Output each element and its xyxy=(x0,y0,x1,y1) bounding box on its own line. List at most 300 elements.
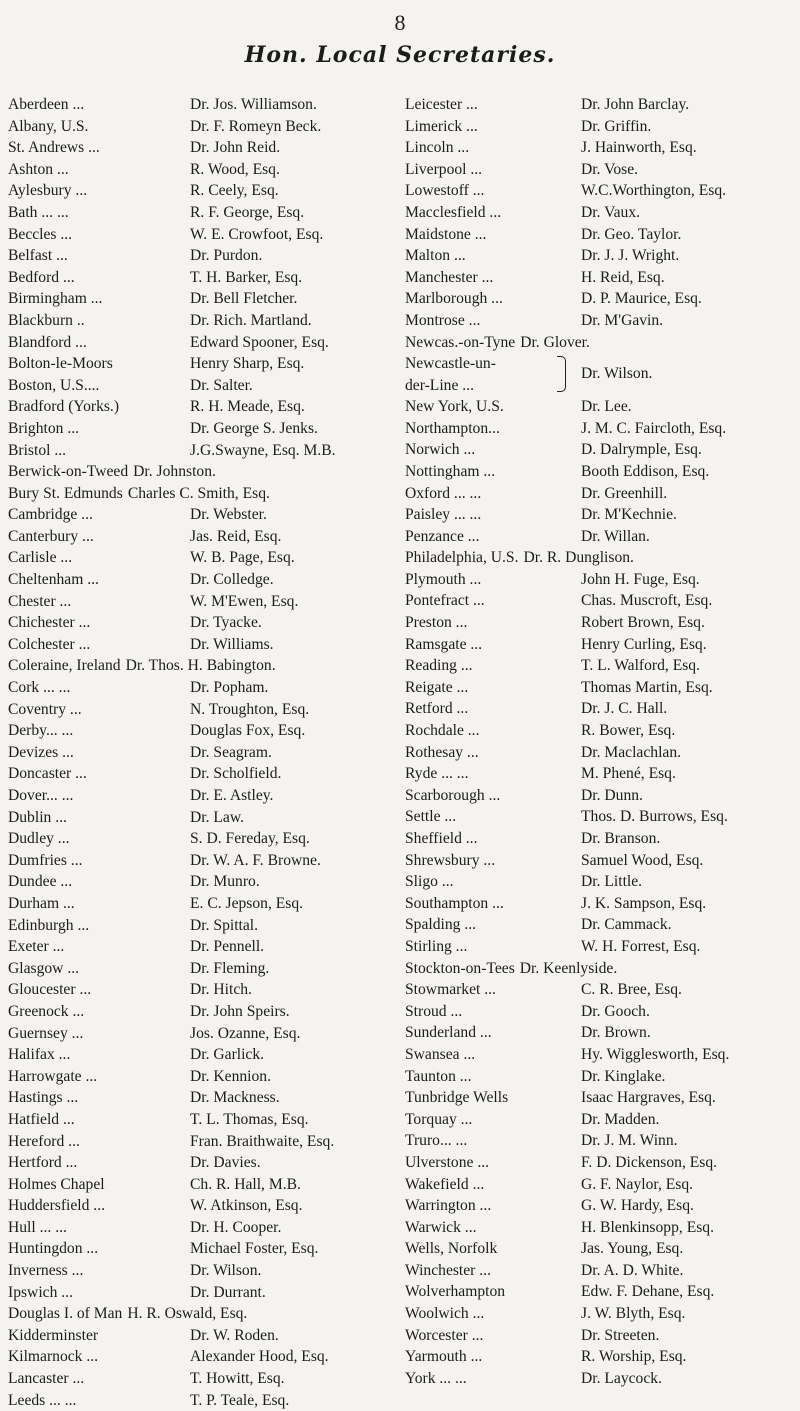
secretary-name: T. Howitt, Esq. xyxy=(190,1370,285,1388)
secretary-entry xyxy=(405,310,800,332)
place-name: Halifax ... xyxy=(8,1046,71,1064)
secretary-entry xyxy=(405,655,800,677)
secretary-entry xyxy=(405,612,800,634)
secretary-entry xyxy=(8,871,404,893)
place-name: Dover... ... xyxy=(8,787,74,804)
secretary-entry xyxy=(8,504,404,526)
secretary-name: Charles C. Smith, Esq. xyxy=(127,484,270,502)
secretary-name: Michael Foster, Esq. xyxy=(190,1240,319,1258)
secretary-name: H. Blenkinsopp, Esq. xyxy=(581,1218,714,1236)
place-name: Huntingdon ... xyxy=(8,1240,99,1258)
place-name: Ipswich ... xyxy=(8,1283,73,1301)
secretary-name: Dr. F. Romeyn Beck. xyxy=(190,117,322,135)
secretary-name: Dr. Purdon. xyxy=(190,247,263,265)
place-name: Edinburgh ... xyxy=(8,916,90,934)
secretary-name: Samuel Wood, Esq. xyxy=(581,851,704,869)
secretary-entry xyxy=(8,699,404,721)
place-name: Doncaster ... xyxy=(8,765,87,783)
secretary-entry xyxy=(8,1087,404,1109)
secretary-name: Dr. George S. Jenks. xyxy=(190,419,318,437)
place-name: St. Andrews ... xyxy=(8,139,100,157)
secretary-name: Thos. D. Burrows, Esq. xyxy=(581,808,728,826)
place-name: Beccles ... xyxy=(8,225,73,243)
place-name: Lancaster ... xyxy=(8,1370,85,1388)
secretary-name: Chas. Muscroft, Esq. xyxy=(581,592,713,610)
secretary-entry xyxy=(405,850,800,872)
secretary-entry xyxy=(405,504,800,526)
secretary-name: N. Troughton, Esq. xyxy=(190,700,310,718)
secretary-name: G. F. Naylor, Esq. xyxy=(581,1175,694,1193)
secretary-entry xyxy=(8,1109,404,1131)
secretary-entry xyxy=(8,807,404,829)
secretary-name: Dr. J. M. Winn. xyxy=(581,1132,678,1150)
secretary-entry xyxy=(8,159,404,181)
secretary-name: Edward Spooner, Esq. xyxy=(190,333,329,351)
place-name: Bury St. Edmunds xyxy=(8,484,123,502)
secretary-entry xyxy=(405,483,800,505)
secretary-name: Henry Curling, Esq. xyxy=(581,635,707,653)
secretary-name: R. H. Meade, Esq. xyxy=(190,398,305,416)
place-name: Malton ... xyxy=(405,247,466,265)
secretary-entry xyxy=(8,1238,404,1260)
secretary-name: Dr. Dunn. xyxy=(581,786,643,804)
place-name: Stockton-on-Tees xyxy=(405,959,515,977)
secretary-entry xyxy=(8,1023,404,1045)
place-name: Holmes Chapel xyxy=(8,1175,105,1193)
place-name: Coleraine, Ireland xyxy=(8,657,121,675)
secretary-name: Dr. Lee. xyxy=(581,398,632,416)
secretary-name: Dr. W. A. F. Browne. xyxy=(190,851,321,869)
place-name: Leeds ... ... xyxy=(8,1391,77,1409)
secretary-name: Dr. Little. xyxy=(581,873,643,891)
secretary-entry xyxy=(405,936,800,958)
secretary-entry xyxy=(405,1281,800,1303)
place-name: Bristol ... xyxy=(8,441,67,459)
secretary-name: Dr. Popham. xyxy=(190,679,269,697)
place-name: Guernsey ... xyxy=(8,1024,84,1042)
secretary-name: C. R. Bree, Esq. xyxy=(581,981,682,999)
place-name: Rochdale ... xyxy=(405,722,480,740)
secretary-entry xyxy=(405,763,800,785)
secretary-name: R. Wood, Esq. xyxy=(190,160,280,178)
secretary-name: Dr. Gooch. xyxy=(581,1002,650,1020)
place-name: Torquay ... xyxy=(405,1110,473,1128)
place-name: Exeter ... xyxy=(8,938,65,956)
secretary-entry xyxy=(405,1303,800,1325)
secretary-name: W. Atkinson, Esq. xyxy=(190,1197,303,1215)
secretary-entry xyxy=(405,806,800,828)
secretary-name: Dr. Wilson. xyxy=(581,365,653,383)
secretary-name: Dr. Williams. xyxy=(190,635,274,653)
secretary-name: T. L. Thomas, Esq. xyxy=(190,1110,309,1128)
secretary-name: Ch. R. Hall, M.B. xyxy=(190,1175,301,1193)
place-name: Philadelphia, U.S. xyxy=(405,549,519,567)
secretary-entry xyxy=(8,224,404,246)
secretary-name: M. Phené, Esq. xyxy=(581,765,676,783)
secretary-entry xyxy=(8,353,404,375)
secretary-entry xyxy=(405,742,800,764)
place-name: Huddersfield ... xyxy=(8,1197,106,1215)
secretary-entry xyxy=(405,590,800,612)
secretary-entry xyxy=(8,332,404,354)
secretary-entry xyxy=(405,1260,800,1282)
secretary-entry xyxy=(405,159,800,181)
secretary-name: Dr. Streeten. xyxy=(581,1326,660,1344)
place-name: Durham ... xyxy=(8,894,75,912)
secretary-entry xyxy=(8,94,404,116)
secretary-name: Dr. Geo. Taylor. xyxy=(581,225,682,243)
secretary-entry xyxy=(405,202,800,224)
place-name: Penzance ... xyxy=(405,527,480,545)
secretary-name: Dr. John Speirs. xyxy=(190,1002,290,1020)
secretary-entry xyxy=(405,116,800,138)
secretary-entry xyxy=(8,634,404,656)
secretary-entry xyxy=(8,936,404,958)
secretary-name: Dr. Vose. xyxy=(581,160,639,178)
secretary-name: Dr. Durrant. xyxy=(190,1283,266,1301)
secretary-entry xyxy=(8,915,404,937)
secretary-entry xyxy=(8,677,404,699)
place-name: Marlborough ... xyxy=(405,290,503,308)
secretary-name: Edw. F. Dehane, Esq. xyxy=(581,1283,715,1301)
place-name: Chester ... xyxy=(8,592,72,610)
place-name: Chichester ... xyxy=(8,614,91,632)
secretary-name: W. H. Forrest, Esq. xyxy=(581,937,701,955)
secretary-entry xyxy=(405,1238,800,1260)
place-name: Cork ... ... xyxy=(8,679,71,697)
place-name: Tunbridge Wells xyxy=(405,1089,509,1107)
secretary-entry xyxy=(8,785,404,807)
secretary-name: Dr. Greenhill. xyxy=(581,484,668,502)
place-name: Southampton ... xyxy=(405,894,504,912)
secretary-entry xyxy=(405,893,800,915)
secretary-name: R. Worship, Esq. xyxy=(581,1348,687,1366)
place-name: Spalding ... xyxy=(405,916,477,934)
secretary-entry xyxy=(8,245,404,267)
secretary-name: S. D. Fereday, Esq. xyxy=(190,830,310,848)
secretary-entry xyxy=(8,1390,404,1411)
place-name: Dublin ... xyxy=(8,808,67,826)
place-name: Warrington ... xyxy=(405,1197,492,1215)
secretary-entry xyxy=(405,677,800,699)
place-name: Stowmarket ... xyxy=(405,981,496,999)
secretary-name: Fran. Braithwaite, Esq. xyxy=(190,1132,335,1150)
secretary-name: D. P. Maurice, Esq. xyxy=(581,290,702,308)
secretary-name: John H. Fuge, Esq. xyxy=(581,570,700,588)
place-name: Sheffield ... xyxy=(405,830,478,847)
secretary-name: Dr. Keenlyside. xyxy=(519,959,618,977)
secretary-name: Jos. Ozanne, Esq. xyxy=(190,1024,301,1042)
place-name: Bedford ... xyxy=(8,268,75,286)
secretary-entry xyxy=(8,720,404,742)
place-name: Derby... ... xyxy=(8,722,74,740)
place-name: Woolwich ... xyxy=(405,1305,485,1323)
secretary-entry xyxy=(8,893,404,915)
place-name: Reading ... xyxy=(405,657,473,675)
place-name: Wolverhampton xyxy=(405,1283,506,1301)
place-name: Ashton ... xyxy=(8,160,69,178)
place-name: Settle ... xyxy=(405,808,457,826)
secretary-name: Dr. Griffin. xyxy=(581,117,652,135)
secretary-name: Dr. Madden. xyxy=(581,1110,660,1128)
place-name: Hertford ... xyxy=(8,1154,78,1172)
secretary-entry xyxy=(405,698,800,720)
secretary-entry xyxy=(8,461,404,483)
place-name: Wakefield ... xyxy=(405,1175,485,1193)
secretary-name: Dr. Mackness. xyxy=(190,1089,280,1107)
secretary-entry xyxy=(405,1001,800,1023)
place-name: Douglas I. of Man xyxy=(8,1305,123,1323)
secretary-entry xyxy=(405,418,800,440)
place-name: Truro... ... xyxy=(405,1132,468,1150)
secretary-entry xyxy=(8,547,404,569)
place-name: Limerick ... xyxy=(405,117,478,135)
secretary-name: Dr. Maclachlan. xyxy=(581,743,682,761)
secretary-name: G. W. Hardy, Esq. xyxy=(581,1197,694,1215)
secretary-entry xyxy=(405,1346,800,1368)
secretary-entry xyxy=(405,1066,800,1088)
secretary-entry xyxy=(8,1325,404,1347)
place-name: Newcas.-on-Tyne xyxy=(405,333,516,351)
place-name: Hull ... ... xyxy=(8,1218,67,1236)
secretary-entry xyxy=(8,267,404,289)
place-name: Dundee ... xyxy=(8,873,73,891)
place-name: Aylesbury ... xyxy=(8,182,88,200)
secretary-entry xyxy=(8,310,404,332)
secretary-entry xyxy=(405,828,800,850)
secretary-entry xyxy=(405,1217,800,1239)
secretary-entry xyxy=(405,137,800,159)
place-name: Leicester ... xyxy=(405,96,478,113)
secretary-name: Dr. Thos. H. Babington. xyxy=(125,657,276,675)
place-name: Hastings ... xyxy=(8,1089,79,1107)
place-name: Bath ... ... xyxy=(8,203,69,221)
place-name: Sunderland ... xyxy=(405,1024,492,1042)
place-name: Norwich ... xyxy=(405,441,476,459)
place-name: Kilmarnock ... xyxy=(8,1348,99,1366)
place-name: Gloucester ... xyxy=(8,981,92,999)
place-name: Aberdeen ... xyxy=(8,96,85,113)
secretary-entry xyxy=(8,180,404,202)
secretary-name: Dr. R. Dunglison. xyxy=(523,549,634,567)
secretary-name: Dr. H. Cooper. xyxy=(190,1218,282,1236)
place-name: Cheltenham ... xyxy=(8,571,99,589)
secretary-entry xyxy=(8,763,404,785)
secretary-name: F. D. Dickenson, Esq. xyxy=(581,1153,718,1171)
place-name: Canterbury ... xyxy=(8,527,94,545)
place-name: Winchester ... xyxy=(405,1261,491,1279)
secretary-name: W.C.Worthington, Esq. xyxy=(581,182,727,200)
secretary-entry xyxy=(8,1195,404,1217)
place-name: Boston, U.S.... xyxy=(8,376,100,394)
secretary-entry xyxy=(8,1346,404,1368)
place-name: Wells, Norfolk xyxy=(405,1240,498,1258)
place-name: Scarborough ... xyxy=(405,786,501,804)
secretary-entry xyxy=(405,1044,800,1066)
brace-icon xyxy=(557,356,566,392)
secretary-name: Robert Brown, Esq. xyxy=(581,614,705,632)
secretary-name: W. M'Ewen, Esq. xyxy=(190,592,299,610)
secretary-entry xyxy=(8,958,404,980)
secretary-name: H. Reid, Esq. xyxy=(581,268,665,286)
page-number: 8 xyxy=(394,10,406,35)
place-name: Ryde ... ... xyxy=(405,765,469,783)
place-name: Pontefract ... xyxy=(405,592,485,610)
secretary-name: Jas. Young, Esq. xyxy=(581,1240,684,1258)
secretary-name: Dr. J. C. Hall. xyxy=(581,700,668,718)
secretary-name: Dr. John Reid. xyxy=(190,139,281,157)
secretary-name: Dr. Glover. xyxy=(520,333,590,351)
secretary-name: Thomas Martin, Esq. xyxy=(581,678,713,696)
secretary-entry xyxy=(405,871,800,893)
secretary-entry xyxy=(8,288,404,310)
secretary-entry xyxy=(8,526,404,548)
secretary-entry xyxy=(8,1131,404,1153)
secretary-name: Dr. Laycock. xyxy=(581,1369,662,1387)
secretary-entry xyxy=(405,1174,800,1196)
secretary-entry xyxy=(405,1152,800,1174)
secretary-entry xyxy=(405,569,800,591)
secretary-name: Isaac Hargraves, Esq. xyxy=(581,1089,716,1107)
secretary-entry xyxy=(8,979,404,1001)
secretary-name: Dr. Tyacke. xyxy=(190,614,262,632)
secretary-entry xyxy=(405,288,800,310)
place-name: Nottingham ... xyxy=(405,462,496,480)
secretary-name: J. K. Sampson, Esq. xyxy=(581,894,707,912)
secretary-entry xyxy=(405,914,800,936)
secretary-entry xyxy=(8,655,404,677)
place-name: Blackburn .. xyxy=(8,311,85,329)
secretary-name: Dr. Colledge. xyxy=(190,571,274,589)
right-column xyxy=(405,94,800,1389)
secretary-name: Dr. Pennell. xyxy=(190,938,265,956)
secretary-name: Henry Sharp, Esq. xyxy=(190,355,305,373)
place-name: Lincoln ... xyxy=(405,139,470,157)
secretary-name: Dr. Wilson. xyxy=(190,1262,262,1280)
secretary-name: Dr. Bell Fletcher. xyxy=(190,290,298,308)
secretary-entry xyxy=(405,526,800,548)
secretary-name: Dr. E. Astley. xyxy=(190,787,274,804)
secretary-entry xyxy=(405,245,800,267)
secretary-entry xyxy=(8,137,404,159)
secretary-name: Dr. Brown. xyxy=(581,1024,651,1042)
secretary-name: D. Dalrymple, Esq. xyxy=(581,441,702,459)
place-name: Retford ... xyxy=(405,700,469,718)
place-name: Glasgow ... xyxy=(8,959,80,977)
secretary-entry xyxy=(405,224,800,246)
place-name: Swansea ... xyxy=(405,1045,476,1063)
secretary-entry xyxy=(405,785,800,807)
secretary-entry xyxy=(8,1282,404,1304)
place-name: Berwick-on-Tweed xyxy=(8,463,129,481)
secretary-entry xyxy=(8,1174,404,1196)
secretary-name: Dr. Spittal. xyxy=(190,916,259,934)
secretary-name: J. W. Blyth, Esq. xyxy=(581,1305,686,1323)
secretary-name: Dr. Vaux. xyxy=(581,203,641,221)
secretary-name: Dr. Kinglake. xyxy=(581,1067,666,1085)
secretary-entry xyxy=(8,1303,404,1325)
secretary-entry xyxy=(405,958,800,980)
secretary-name: Dr. Kennion. xyxy=(190,1067,271,1085)
secretary-name: Dr. Willan. xyxy=(581,527,650,545)
place-name: Carlisle ... xyxy=(8,549,73,567)
place-name: Brighton ... xyxy=(8,419,80,437)
place-name: Montrose ... xyxy=(405,311,481,329)
place-name: Bolton-le-Moors xyxy=(8,355,113,373)
secretary-name: E. C. Jepson, Esq. xyxy=(190,894,304,912)
secretary-entry xyxy=(405,1022,800,1044)
secretary-name: Booth Eddison, Esq. xyxy=(581,462,710,480)
secretary-entry xyxy=(405,180,800,202)
secretary-entry xyxy=(8,1001,404,1023)
secretary-entry xyxy=(405,547,800,569)
secretary-entry xyxy=(8,1217,404,1239)
place-name-continued: der-Line ... xyxy=(405,376,474,394)
secretary-name: J. M. C. Faircloth, Esq. xyxy=(581,419,727,437)
secretary-entry xyxy=(8,418,404,440)
secretary-name: Dr. Garlick. xyxy=(190,1046,265,1064)
secretary-entry xyxy=(8,612,404,634)
secretary-entry xyxy=(405,94,800,116)
secretary-name: H. R. Oswald, Esq. xyxy=(127,1305,248,1323)
place-name: Belfast ... xyxy=(8,247,68,265)
secretary-entry xyxy=(405,634,800,656)
place-name: Shrewsbury ... xyxy=(405,851,496,869)
place-name: Preston ... xyxy=(405,614,468,632)
place-name: York ... ... xyxy=(405,1369,467,1387)
secretary-entry xyxy=(405,267,800,289)
place-name: Plymouth ... xyxy=(405,570,482,588)
place-name: Coventry ... xyxy=(8,700,82,718)
secretary-name: Jas. Reid, Esq. xyxy=(190,527,282,545)
secretary-entry xyxy=(405,353,800,396)
place-name: Dudley ... xyxy=(8,830,70,848)
secretary-entry xyxy=(8,591,404,613)
secretary-name: Dr. Seagram. xyxy=(190,743,272,761)
secretary-name: Dr. Branson. xyxy=(581,830,661,847)
place-name: Lowestoff ... xyxy=(405,182,485,200)
secretary-entry xyxy=(405,720,800,742)
secretary-name: Dr. Law. xyxy=(190,808,244,826)
secretary-entry xyxy=(8,375,404,397)
secretary-entry xyxy=(405,1087,800,1109)
place-name: Hereford ... xyxy=(8,1132,80,1150)
secretary-entry xyxy=(8,440,404,462)
place-name: Paisley ... ... xyxy=(405,506,482,524)
secretary-name: Dr. Fleming. xyxy=(190,959,270,977)
secretary-entry xyxy=(405,332,800,354)
place-name: Bradford (Yorks.) xyxy=(8,398,120,416)
page-title: Hon. Local Secretaries. xyxy=(244,42,556,68)
place-name: Rothesay ... xyxy=(405,743,479,761)
secretary-name: Dr. Hitch. xyxy=(190,981,252,999)
secretary-name: Hy. Wigglesworth, Esq. xyxy=(581,1045,730,1063)
secretary-name: T. H. Barker, Esq. xyxy=(190,268,303,286)
place-name: Hatfield ... xyxy=(8,1110,75,1128)
secretary-name: Dr. Salter. xyxy=(190,376,253,394)
secretary-name: Dr. A. D. White. xyxy=(581,1261,684,1279)
place-name: Greenock ... xyxy=(8,1002,85,1020)
place-name: Northampton... xyxy=(405,419,500,437)
secretary-name: Dr. Johnston. xyxy=(133,463,216,481)
place-name: Birmingham ... xyxy=(8,290,103,308)
secretary-entry xyxy=(405,1325,800,1347)
secretary-name: Dr. John Barclay. xyxy=(581,96,690,113)
place-name: Yarmouth ... xyxy=(405,1348,483,1366)
place-name: Warwick ... xyxy=(405,1218,477,1236)
place-name: Dumfries ... xyxy=(8,851,83,869)
secretary-name: W. B. Page, Esq. xyxy=(190,549,295,567)
